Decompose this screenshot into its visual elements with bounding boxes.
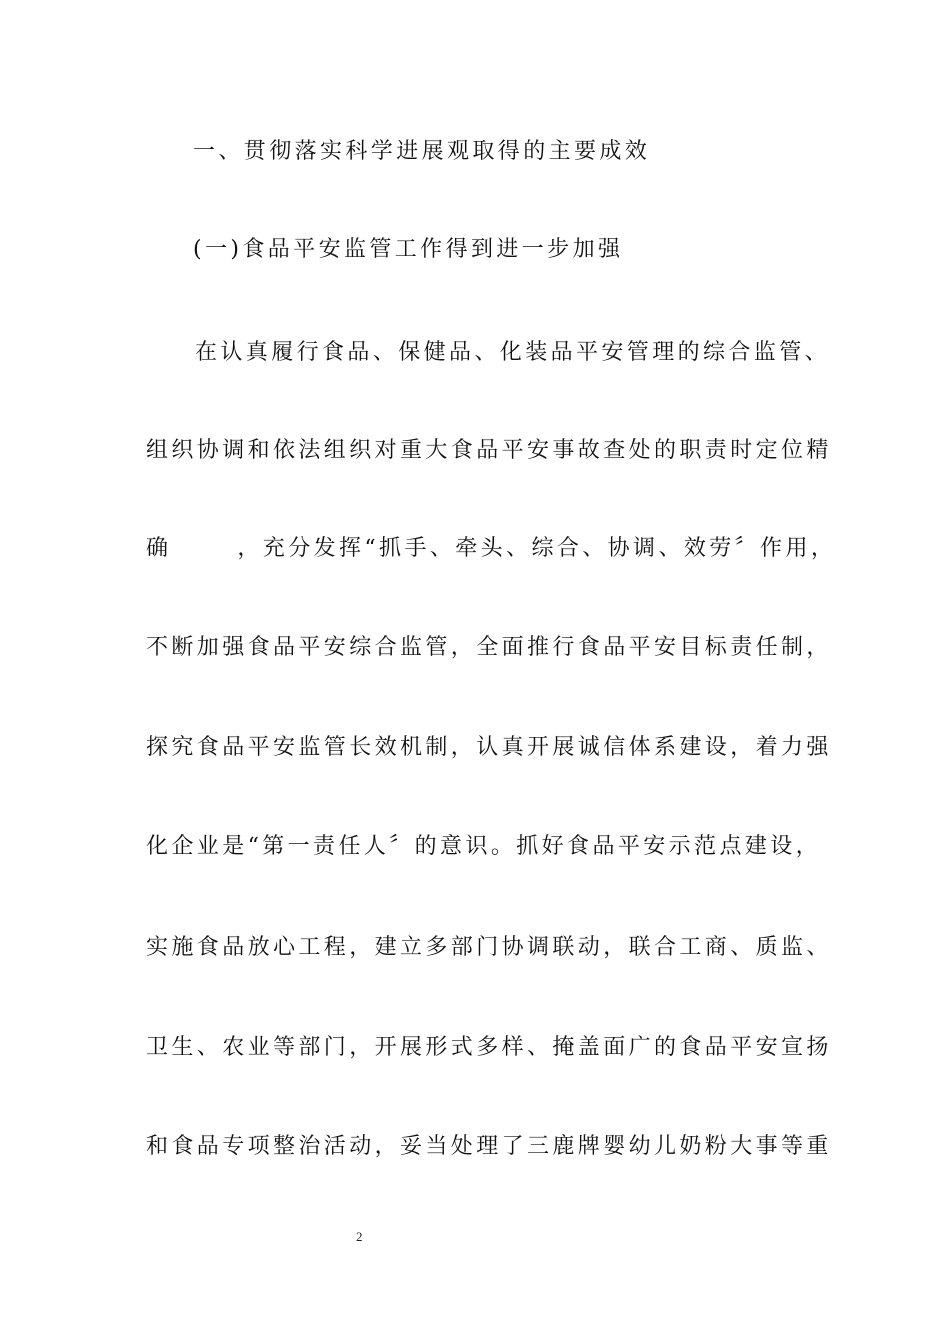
paragraph-line: 组织协调和依法组织对重大食品平安事故查处的职责时定位精 <box>146 438 832 463</box>
paragraph-line: 实施食品放心工程，建立多部门协调联动，联合工商、质监、 <box>146 935 832 960</box>
paragraph-line: 卫生、农业等部门，开展形式多样、掩盖面广的食品平安宣扬 <box>146 1035 832 1060</box>
paragraph-line: 和食品专项整治活动，妥当处理了三鹿牌婴幼儿奶粉大事等重 <box>146 1134 832 1159</box>
paragraph-line: 探究食品平安监管长效机制，认真开展诚信体系建设，着力强 <box>146 735 832 760</box>
subsection-heading: (一)食品平安监管工作得到进一步加强 <box>193 237 624 262</box>
section-heading: 一、贯彻落实科学进展观取得的主要成效 <box>193 139 651 164</box>
paragraph-fragment: ，充分发挥“抓手、牵头、综合、协调、效劳〞作用， <box>237 536 837 561</box>
paragraph-line: 不断加强食品平安综合监管，全面推行食品平安目标责任制， <box>146 635 832 660</box>
paragraph-line: 在认真履行食品、保健品、化装品平安管理的综合监管、 <box>195 340 831 365</box>
page-number: 2 <box>356 1229 363 1244</box>
paragraph-line <box>146 535 836 563</box>
paragraph-line: 化企业是“第一责任人〞的意识。抓好食品平安示范点建设， <box>146 834 822 859</box>
paragraph-fragment: 确 <box>146 536 172 561</box>
